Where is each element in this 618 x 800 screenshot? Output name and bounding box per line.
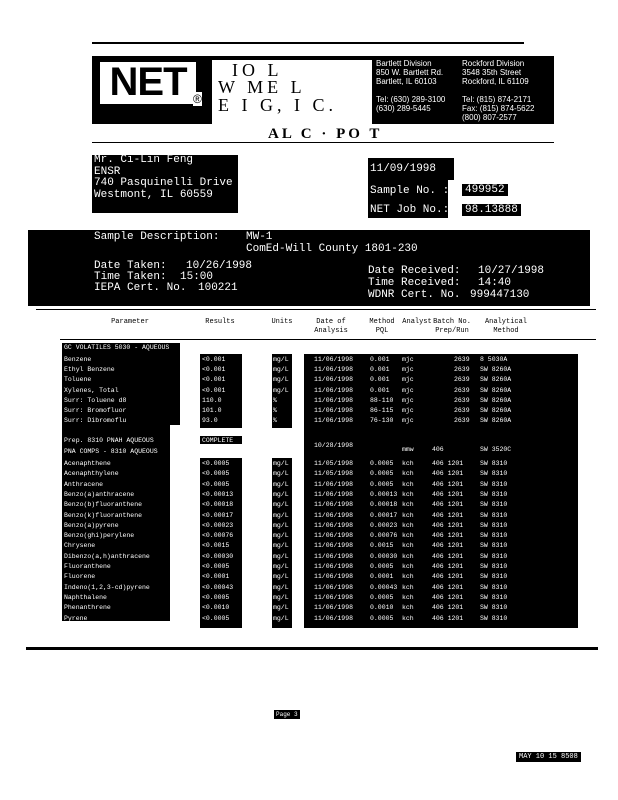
report-date: 11/09/1998 (370, 163, 437, 175)
analytical-method: SW 8310 (480, 552, 508, 560)
analyst: kch (402, 563, 414, 570)
column-header-4: Date of Analysis (314, 318, 348, 335)
analysis-date: 11/06/1998 (314, 552, 354, 560)
net-logo: NET (109, 60, 187, 104)
analytical-method: SW 8310 (480, 604, 508, 612)
unit-value: mg/L (273, 532, 289, 540)
analysis-date: 11/06/1998 (314, 604, 354, 612)
batch-number: 2639 (454, 417, 470, 425)
analysis-date: 11/06/1998 (314, 563, 354, 570)
parameter-name: Benzo(ghi)perylene (64, 532, 135, 540)
method-pql: 0.00017 (370, 511, 398, 519)
result-value: <0.001 (202, 366, 226, 374)
client-company: ENSR (94, 165, 121, 178)
result-value: 110.0 (202, 396, 222, 404)
time-received-label: Time Received: (368, 277, 461, 289)
parameter-name: Fluoranthene (64, 563, 111, 570)
method-pql: 0.0005 (370, 470, 394, 478)
rockford-office-line-6: Fax: (815) 874-5622 (462, 104, 535, 113)
analysis-date: 11/06/1998 (314, 407, 354, 414)
analyst: mjc (402, 356, 414, 363)
analytical-method: SW 8260A (480, 386, 512, 394)
batch-number: 406 1201 (432, 614, 464, 622)
analytical-method: SW 8260A (480, 396, 512, 404)
analytical-method: SW 8310 (480, 593, 508, 601)
batch-number: 2639 (454, 396, 470, 404)
parameter-name: Xylenes, Total (64, 386, 119, 394)
method-pql: 0.00043 (370, 583, 398, 591)
prep-analyst: mmw (402, 446, 414, 453)
method-pql: 0.00023 (370, 521, 398, 529)
analysis-date: 11/06/1998 (314, 583, 354, 591)
client-city: Westmont, IL 60559 (94, 188, 213, 201)
analysis-date: 11/06/1998 (314, 396, 354, 404)
analysis-date: 11/06/1998 (314, 501, 354, 509)
parameter-name: Anthracene (64, 480, 104, 488)
analysis-date: 11/05/1998 (314, 460, 354, 467)
batch-number: 2639 (454, 366, 470, 374)
date-taken: 10/26/1998 (186, 260, 253, 272)
analysis-date: 11/06/1998 (314, 542, 354, 550)
analysis-date: 11/06/1998 (314, 614, 354, 622)
parameter-name: Benzo(k)fluoranthene (64, 511, 143, 519)
unit-value: mg/L (273, 593, 289, 601)
parameter-name: Chrysene (64, 542, 96, 550)
result-value: <0.00043 (202, 583, 234, 591)
unit-value: mg/L (273, 376, 289, 384)
bartlett-office-line-4 (376, 86, 445, 95)
batch-number: 406 1201 (432, 583, 464, 591)
parameter-name: Indeno(1,2,3-cd)pyrene (64, 583, 150, 591)
parameter-name: Acenaphthylene (64, 470, 119, 478)
rockford-office-line-1: Rockford Division (462, 59, 525, 68)
method-pql: 0.001 (370, 376, 390, 384)
parameter-name: Dibenzo(a,h)anthracene (64, 552, 150, 560)
analyst: kch (402, 573, 414, 581)
analytical-method: SW 8310 (480, 501, 508, 509)
unit-value: mg/L (273, 366, 289, 374)
analysis-date: 11/05/1998 (314, 470, 354, 478)
result-value: <0.00030 (202, 552, 234, 560)
analyst: mjc (402, 407, 414, 414)
group-title-pna: PNA COMPS - 8310 AQUEOUS (64, 448, 158, 455)
date-received: 10/27/1998 (478, 265, 545, 277)
parameter-name: Benzo(b)fluoranthene (64, 501, 143, 509)
analytical-method: SW 8310 (480, 521, 508, 529)
method-pql: 0.0005 (370, 563, 394, 570)
column-header-7: Batch No. Prep/Run (433, 318, 471, 335)
unit-value: % (273, 417, 277, 425)
batch-number: 406 1201 (432, 521, 464, 529)
result-value: <0.00017 (202, 511, 234, 519)
analyst: mjc (402, 417, 414, 425)
result-value: 101.0 (202, 407, 222, 414)
prep-batch: 406 (432, 446, 444, 453)
bartlett-office-line-5: Tel: (630) 289-3100 (376, 95, 446, 104)
unit-value: % (273, 407, 277, 414)
fax-stamp: MAY 10 15 8508 (516, 752, 581, 762)
unit-value: mg/L (273, 501, 289, 509)
analyst: kch (402, 593, 414, 601)
analyst: kch (402, 460, 414, 467)
analyst: kch (402, 470, 414, 478)
analysis-date: 11/06/1998 (314, 356, 354, 363)
analytical-method: 8 5030A (480, 356, 508, 363)
result-value: <0.0005 (202, 614, 230, 622)
description-line-2: ComEd-Will County 1801-230 (246, 243, 418, 255)
column-header-1: Parameter (111, 318, 149, 326)
time-received: 14:40 (478, 277, 512, 289)
parameter-name: Surr: Bromofluor (64, 407, 127, 414)
batch-number: 406 1201 (432, 470, 464, 478)
result-value: <0.001 (202, 376, 226, 384)
batch-number: 2639 (454, 407, 470, 414)
parameter-name: Acenaphthene (64, 460, 111, 467)
analysis-date: 11/06/1998 (314, 376, 354, 384)
column-rule-bottom (60, 339, 596, 340)
analytical-method: SW 8310 (480, 583, 508, 591)
company-name-line-1: IO L (232, 60, 283, 80)
analytical-method: SW 8310 (480, 480, 508, 488)
analysis-date: 11/06/1998 (314, 511, 354, 519)
analytical-method: SW 8310 (480, 490, 508, 498)
method-pql: 0.0005 (370, 480, 394, 488)
batch-number: 2639 (454, 356, 470, 363)
client-name: Mr. Ci-Lin Feng (94, 154, 194, 166)
column-header-8: Analytical Method (484, 318, 527, 335)
result-value: <0.0005 (202, 460, 230, 467)
result-value: <0.0005 (202, 480, 230, 488)
analysis-date: 11/06/1998 (314, 521, 354, 529)
bartlett-office-line-1: Bartlett Division (376, 59, 432, 68)
result-value: <0.0005 (202, 593, 230, 601)
company-name-line-2: W ME L (218, 77, 306, 97)
analytical-method: SW 8260A (480, 407, 512, 414)
unit-value: mg/L (273, 356, 289, 363)
unit-value: mg/L (273, 604, 289, 612)
analyst: kch (402, 604, 414, 612)
result-value: <0.00013 (202, 490, 234, 498)
result-value: <0.001 (202, 356, 226, 363)
result-value: <0.0001 (202, 573, 230, 581)
analytical-method: SW 8310 (480, 614, 508, 622)
batch-number: 406 1201 (432, 604, 464, 612)
batch-number: 406 1201 (432, 593, 464, 601)
column-header-6: Analyst (402, 318, 432, 326)
batch-number: 406 1201 (432, 573, 464, 581)
parameter-name: Naphthalene (64, 593, 107, 601)
analytical-method: SW 8310 (480, 511, 508, 519)
unit-value: mg/L (273, 614, 289, 622)
unit-value: mg/L (273, 480, 289, 488)
rockford-office-line-5: Tel: (815) 874-2171 (462, 95, 532, 104)
analytical-method: SW 8310 (480, 563, 508, 570)
parameter-name: Ethyl Benzene (64, 366, 115, 374)
result-value: <0.0005 (202, 470, 230, 478)
analyst: kch (402, 501, 414, 509)
client-street: 740 Pasquinelli Drive (94, 177, 233, 189)
method-pql: 0.0005 (370, 614, 394, 622)
prep-date: 10/28/1998 (314, 442, 354, 449)
analyst: mjc (402, 376, 414, 384)
analytical-method: SW 8260A (480, 417, 512, 425)
batch-number: 406 1201 (432, 480, 464, 488)
analyst: mjc (402, 366, 414, 374)
batch-number: 406 1201 (432, 490, 464, 498)
analyst: kch (402, 532, 414, 540)
bottom-rule (26, 647, 598, 650)
analyst: kch (402, 583, 414, 591)
sample-number-label: Sample No. : (370, 185, 450, 197)
analytical-method: SW 8310 (480, 470, 508, 478)
method-pql: 0.001 (370, 386, 390, 394)
batch-number: 2639 (454, 386, 470, 394)
time-taken: 15:00 (180, 271, 214, 283)
analytical-method: SW 8310 (480, 532, 508, 540)
date-received-label: Date Received: (368, 265, 461, 277)
batch-number: 406 1201 (432, 460, 464, 467)
parameter-name: Phenanthrene (64, 604, 111, 612)
bartlett-office-line-2: 850 W. Bartlett Rd. (376, 68, 444, 77)
wdnr-cert-number: 999447130 (470, 289, 530, 301)
analyst: kch (402, 511, 414, 519)
bartlett-office-line-6: (630) 289-5445 (376, 104, 431, 113)
batch-number: 406 1201 (432, 501, 464, 509)
parameter-column-gap (170, 425, 188, 625)
result-value: <0.0005 (202, 563, 230, 570)
rockford-office-address (462, 59, 535, 122)
parameter-name: Surr: Toluene d8 (64, 396, 127, 404)
result-value: <0.0015 (202, 542, 230, 550)
parameter-name: Pyrene (64, 614, 88, 622)
job-number-label: NET Job No.: (370, 204, 450, 216)
analysis-date: 11/06/1998 (314, 532, 354, 540)
analytical-method: SW 8260A (480, 366, 512, 374)
method-pql: 0.001 (370, 356, 390, 363)
method-pql: 0.00018 (370, 501, 398, 509)
parameter-name: Surr: Dibromoflu (64, 417, 127, 425)
job-number: 98.13888 (462, 204, 521, 216)
unit-value: mg/L (273, 386, 289, 394)
column-rule-top (36, 309, 596, 310)
analyst: kch (402, 552, 414, 560)
method-pql: 86-115 (370, 407, 394, 414)
method-pql: 0.00030 (370, 552, 398, 560)
batch-number: 406 1201 (432, 552, 464, 560)
batch-number: 406 1201 (432, 563, 464, 570)
top-rule (92, 42, 524, 44)
unit-value: mg/L (273, 521, 289, 529)
description-label: Sample Description: (94, 231, 220, 243)
method-pql: 0.0015 (370, 542, 394, 550)
unit-value: mg/L (273, 470, 289, 478)
company-name-line-3: E I G, I C. (218, 95, 337, 115)
bartlett-office-address (376, 59, 445, 113)
rockford-office-line-3: Rockford, IL 61109 (462, 77, 529, 86)
prep-result: COMPLETE (202, 437, 234, 444)
method-pql: 76-130 (370, 417, 394, 425)
analysis-date: 11/06/1998 (314, 573, 354, 581)
batch-number: 406 1201 (432, 542, 464, 550)
method-pql: 0.00076 (370, 532, 398, 540)
prep-method: SW 3520C (480, 446, 512, 453)
unit-value: mg/L (273, 511, 289, 519)
analyst: kch (402, 490, 414, 498)
unit-value: mg/L (273, 552, 289, 560)
time-taken-label: Time Taken: (94, 271, 167, 283)
report-title: AL C · PO T (268, 126, 383, 142)
result-value: <0.001 (202, 386, 226, 394)
column-header-2: Results (205, 318, 235, 326)
parameter-name: Fluorene (64, 573, 96, 581)
analyst: mjc (402, 396, 414, 404)
result-value: 93.0 (202, 417, 218, 425)
rockford-office-line-4 (462, 86, 535, 95)
batch-number: 2639 (454, 376, 470, 384)
group-title-volatiles: GC VOLATILES 5030 - AQUEOUS (64, 344, 170, 351)
parameter-name: Benzene (64, 356, 92, 363)
analyst: kch (402, 542, 414, 550)
analytical-method: SW 8310 (480, 542, 508, 550)
column-header-5: Method PQL (369, 318, 395, 335)
iepa-cert-label: IEPA Cert. No. (94, 282, 187, 294)
unit-value: % (273, 396, 277, 404)
method-pql: 0.0005 (370, 593, 394, 601)
analyst: kch (402, 521, 414, 529)
parameter-name: Toluene (64, 376, 92, 384)
batch-number: 406 1201 (432, 511, 464, 519)
analytical-method: SW 8310 (480, 573, 508, 581)
analysis-date: 11/06/1998 (314, 490, 354, 498)
unit-value: mg/L (273, 490, 289, 498)
unit-value: mg/L (273, 583, 289, 591)
date-taken-label: Date Taken: (94, 260, 167, 272)
analysis-date: 11/06/1998 (314, 366, 354, 374)
prep-title: Prep. 8310 PNAH AQUEOUS (64, 437, 154, 444)
parameter-name: Benzo(a)anthracene (64, 490, 135, 498)
result-value: <0.00018 (202, 501, 234, 509)
unit-value: mg/L (273, 563, 289, 570)
analysis-date: 11/06/1998 (314, 593, 354, 601)
unit-value: mg/L (273, 542, 289, 550)
column-header-3: Units (271, 318, 293, 326)
iepa-cert-number: 100221 (198, 282, 238, 294)
registered-mark: ® (193, 92, 202, 106)
method-pql: 0.0010 (370, 604, 394, 612)
sample-number: 499952 (462, 184, 508, 196)
method-pql: 88-110 (370, 396, 394, 404)
description-line-1: MW-1 (246, 231, 273, 243)
result-value: <0.00023 (202, 521, 234, 529)
unit-value: mg/L (273, 460, 289, 467)
unit-value: mg/L (273, 573, 289, 581)
wdnr-cert-label: WDNR Cert. No. (368, 289, 461, 301)
analyst: mjc (402, 386, 414, 394)
client-address-block (92, 155, 238, 213)
rockford-office-line-2: 3548 35th Street (462, 68, 522, 77)
method-pql: 0.00013 (370, 490, 398, 498)
analytical-method: SW 8310 (480, 460, 508, 467)
analytical-method: SW 8260A (480, 376, 512, 384)
analyst: kch (402, 614, 414, 622)
batch-number: 406 1201 (432, 532, 464, 540)
bartlett-office-line-3: Bartlett, IL 60103 (376, 77, 437, 86)
analysis-date: 11/06/1998 (314, 417, 354, 425)
method-pql: 0.001 (370, 366, 390, 374)
method-pql: 0.0001 (370, 573, 394, 581)
page-label: Page 3 (276, 711, 298, 718)
result-value: <0.00076 (202, 532, 234, 540)
method-pql: 0.0005 (370, 460, 394, 467)
analyst: kch (402, 480, 414, 488)
analysis-date: 11/06/1998 (314, 480, 354, 488)
rockford-office-line-7: (800) 807-2577 (462, 113, 517, 122)
parameter-name: Benzo(a)pyrene (64, 521, 119, 529)
result-value: <0.0010 (202, 604, 230, 612)
analysis-date: 11/06/1998 (314, 386, 354, 394)
